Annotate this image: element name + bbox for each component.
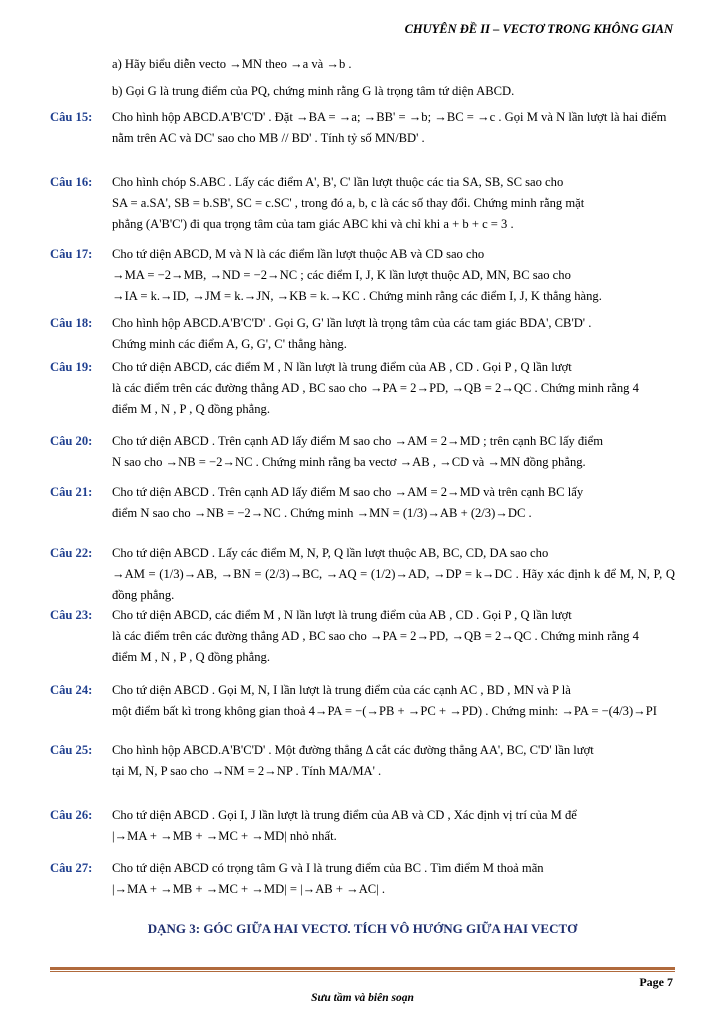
question-line: SA = a.SA', SB = b.SB', SC = c.SC' , trong đó a, b, c là các số thay đổi. Chứng minh rằng mặt <box>112 196 585 210</box>
question-23 <box>50 605 675 668</box>
question-line: Cho tứ diện ABCD, M và N là các điểm lần lượt thuộc AB và CD sao cho <box>112 247 485 261</box>
question-label: Câu 17: <box>50 247 93 261</box>
question-label: Câu 27: <box>50 861 93 875</box>
pre-item-b: b) Gọi G là trung điểm của PQ, chứng minh rằng G là trọng tâm tứ diện ABCD. <box>112 84 515 98</box>
question-27 <box>50 858 675 900</box>
question-body <box>112 172 675 235</box>
footer-credit: Sưu tầm và biên soạn <box>311 992 414 1004</box>
question-line: Cho tứ diện ABCD, các điểm M , N lần lượt là trung điểm của AB , CD . Gọi P , Q lần lượt <box>112 608 572 622</box>
question-19 <box>50 357 675 420</box>
question-line: là các điểm trên các đường thẳng AD , BC sao cho →PA = 2→PD, →QB = 2→QC . Chứng minh rằng 4 <box>112 629 639 643</box>
question-line: điểm M , N , P , Q đồng phẳng. <box>112 650 270 664</box>
question-label: Câu 25: <box>50 743 93 757</box>
question-line: Cho tứ diện ABCD . Lấy các điểm M, N, P, Q lần lượt thuộc AB, BC, CD, DA sao cho <box>112 546 549 560</box>
question-line: phẳng (A'B'C') đi qua trọng tâm của tam giác ABC khi và chỉ khi a + b + c = 3 . <box>112 217 514 231</box>
question-line: Cho tứ diện ABCD . Gọi M, N, I lần lượt là trung điểm của các cạnh AC , BD , MN và P là <box>112 683 571 697</box>
question-line: điểm N sao cho →NB = −2→NC . Chứng minh →MN = (1/3)→AB + (2/3)→DC . <box>112 506 532 520</box>
question-line: Cho tứ diện ABCD . Trên cạnh AD lấy điểm M sao cho →AM = 2→MD ; trên cạnh BC lấy điểm <box>112 434 604 448</box>
pre-item-a: a) Hãy biểu diễn vecto →MN theo →a và →b . <box>112 57 352 71</box>
question-line: →AM = (1/3)→AB, →BN = (2/3)→BC, →AQ = (1/2)→AD, →DP = k→DC . Hãy xác định k để M, N, P, Q đồng phẳng. <box>112 567 675 602</box>
question-body <box>112 740 675 782</box>
question-label: Câu 24: <box>50 683 93 697</box>
page-header-title: CHUYÊN ĐỀ II – VECTƠ TRONG KHÔNG GIAN <box>404 22 673 36</box>
question-label: Câu 21: <box>50 485 93 499</box>
question-line: N sao cho →NB = −2→NC . Chứng minh rằng ba vectơ →AB , →CD và →MN đồng phẳng. <box>112 455 586 469</box>
question-line: Cho tứ diện ABCD có trọng tâm G và I là trung điểm của BC . Tìm điểm M thoả mãn <box>112 861 544 875</box>
question-line: →IA = k.→ID, →JM = k.→JN, →KB = k.→KC . Chứng minh rằng các điểm I, J, K thẳng hàng. <box>112 289 602 303</box>
question-22 <box>50 543 675 606</box>
question-body <box>112 482 675 524</box>
question-line: nằm trên AC và DC' sao cho MB // BD' . Tính tỷ số MN/BD' . <box>112 131 425 145</box>
question-line: Cho hình hộp ABCD.A'B'C'D' . Một đường thẳng Δ cắt các đường thẳng AA', BC, C'D' lần lượt <box>112 743 594 757</box>
question-17 <box>50 244 675 307</box>
question-body <box>112 543 675 606</box>
question-body <box>112 858 675 900</box>
question-21 <box>50 482 675 524</box>
question-line: Cho tứ diện ABCD . Gọi I, J lần lượt là trung điểm của AB và CD , Xác định vị trí của M để <box>112 808 577 822</box>
question-line: |→MA + →MB + →MC + →MD| nhỏ nhất. <box>112 829 337 843</box>
question-line: là các điểm trên các đường thẳng AD , BC sao cho →PA = 2→PD, →QB = 2→QC . Chứng minh rằng 4 <box>112 381 639 395</box>
question-line: một điểm bất kì trong không gian thoả 4→PA = −(→PB + →PC + →PD) . Chứng minh: →PA = −(4/3)→PI <box>112 704 657 718</box>
question-body <box>112 107 675 149</box>
question-body <box>112 431 675 473</box>
question-label: Câu 20: <box>50 434 93 448</box>
question-body <box>112 357 675 420</box>
question-label: Câu 23: <box>50 608 93 622</box>
section-title: DẠNG 3: GÓC GIỮA HAI VECTƠ. TÍCH VÔ HƯỚNG GIỮA HAI VECTƠ <box>147 921 578 936</box>
question-body <box>112 680 675 722</box>
question-line: →MA = −2→MB, →ND = −2→NC ; các điểm I, J, K lần lượt thuộc AD, MN, BC sao cho <box>112 268 571 282</box>
question-body <box>112 244 675 307</box>
question-label: Câu 18: <box>50 316 93 330</box>
question-line: |→MA + →MB + →MC + →MD| = |→AB + →AC| . <box>112 882 386 896</box>
question-line: điểm M , N , P , Q đồng phẳng. <box>112 402 270 416</box>
footer-rule-thin <box>50 971 675 972</box>
question-body <box>112 313 675 355</box>
question-16 <box>50 172 675 235</box>
question-20 <box>50 431 675 473</box>
question-line: Cho hình hộp ABCD.A'B'C'D' . Gọi G, G' lần lượt là trọng tâm của các tam giác BDA', CB'D' . <box>112 316 592 330</box>
question-label: Câu 22: <box>50 546 93 560</box>
question-26 <box>50 805 675 847</box>
question-body <box>112 605 675 668</box>
question-24 <box>50 680 675 722</box>
question-line: Cho hình hộp ABCD.A'B'C'D' . Đặt →BA = →a; →BB' = →b; →BC = →c . Gọi M và N lần lượt là hai điểm <box>112 110 667 124</box>
question-25 <box>50 740 675 782</box>
footer-rule <box>50 967 675 970</box>
question-18 <box>50 313 675 355</box>
question-body <box>112 805 675 847</box>
question-15 <box>50 107 675 149</box>
page-number: Page 7 <box>639 975 673 989</box>
question-label: Câu 26: <box>50 808 93 822</box>
question-label: Câu 19: <box>50 360 93 374</box>
question-line: Cho hình chóp S.ABC . Lấy các điểm A', B', C' lần lượt thuộc các tia SA, SB, SC sao cho <box>112 175 564 189</box>
question-line: tại M, N, P sao cho →NM = 2→NP . Tính MA/MA' . <box>112 764 382 778</box>
question-line: Cho tứ diện ABCD, các điểm M , N lần lượt là trung điểm của AB , CD . Gọi P , Q lần lượt <box>112 360 572 374</box>
question-label: Câu 16: <box>50 175 93 189</box>
question-label: Câu 15: <box>50 110 93 124</box>
question-line: Cho tứ diện ABCD . Trên cạnh AD lấy điểm M sao cho →AM = 2→MD và trên cạnh BC lấy <box>112 485 584 499</box>
question-line: Chứng minh các điểm A, G, G', C' thẳng hàng. <box>112 337 347 351</box>
